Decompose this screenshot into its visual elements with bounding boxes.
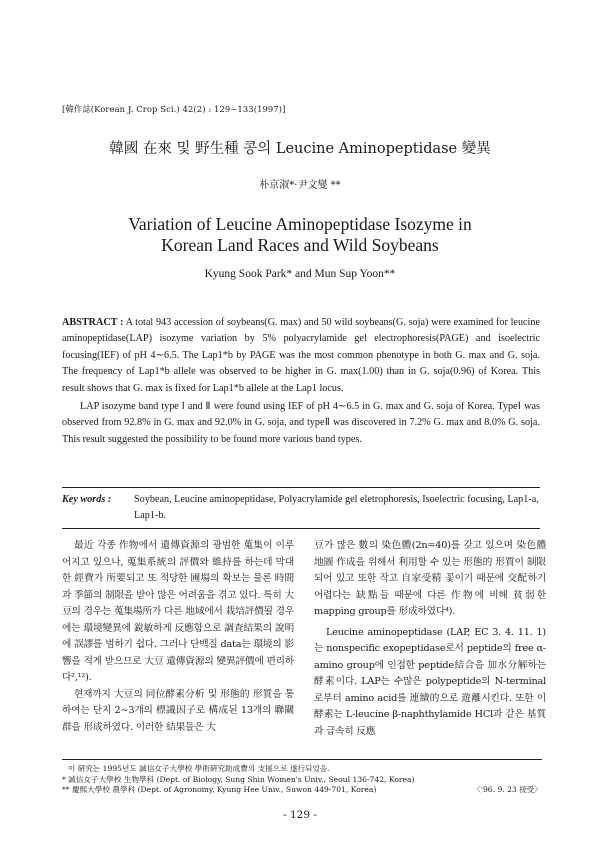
page-number: - 129 - — [283, 809, 317, 821]
journal-reference: [韓作誌(Korean J. Crop Sci.) 42(2) : 129∼133(1997)] — [62, 104, 286, 114]
footnotes — [62, 764, 542, 796]
keywords-top-rule — [62, 487, 540, 488]
keywords — [62, 492, 540, 524]
footnote-affiliation-1: * 誠信女子大學校 生物學科 (Dept. of Biology, Sung Shin Women's Univ., Seoul 136-742, Korea) — [62, 774, 415, 784]
footnote-funding: 이 硏究는 1995년도 誠信女子大學校 學術硏究助成費의 支援으로 遂行되었음. — [68, 764, 330, 773]
english-title-line1: Variation of Leucine Aminopeptidase Isozyme in — [128, 214, 472, 234]
body-right-paragraph-2: Leucine aminopeptidase (LAP, EC 3. 4. 11. 1)는 nonspecific exopeptidase로서 peptide의 free α-amino group에 인접한 peptide結合을 加水分解하는 酵素이다. LAP는 수많은 polypeptide의 N-terminal로부터 amino acid를 連續的으로 遊離시킨다. 또한 이 酵素는 L-leucine β-naphthylamide HCl과 같은 基質과 급속히 反應 — [314, 626, 546, 737]
body-right-paragraph-1: 豆가 많은 數의 染色體(2n=40)를 갖고 있으며 染色體地圖 作成을 위해서 利用할 수 있는 形態的 形質이 制限되어 있고 또한 작고 自家受精 꽃이기 때문에 交配하기 어렵다는 缺點들 때문에 다른 作物에 비해 貧弱한 mapping group를 形成하였다⁴). — [314, 540, 546, 617]
body-left-paragraph-2: 현재까지 大豆의 同位酵素分析 및 形態的 形質을 통하여는 단지 2∼3개의 標識因子로 構成된 13개의 聯關群을 形成하였다. 이러한 結果들은 大 — [62, 688, 294, 733]
abstract-paragraph-2: LAP isozyme band type Ⅰ and Ⅱ were found using IEF of pH 4∼6.5 in G. max and G. soja of Korea. TypeⅠ was observed from 92.8% in G. max and 92.0% in G. soja, and typeⅡ was discovered in 7.2% G. max and 8.0% G. soja. This result suggested the possibility to be found more various band types. — [62, 401, 540, 445]
korean-title: 韓國 在來 및 野生種 콩의 Leucine Aminopeptidase 變異 — [109, 141, 491, 157]
korean-authors: 朴京淑*·尹文燮 ** — [259, 180, 341, 191]
footnote-affiliation-2-text: ** 慶熙大學校 農學科 (Dept. of Agronomy, Kyung Hee Univ., Suwon 449-701, Korea) — [62, 785, 377, 794]
body-left-paragraph-1: 最近 각종 作物에서 遺傳資源의 광범한 蒐集이 이루어지고 있으나, 蒐集系統의 評價와 維持를 하는데 막대한 經費가 所要되고 또 적당한 圃場의 확보는 물론 時間과 季節의 制限을 받아 많은 어려움을 겪고 있다. 특히 大豆의 경우는 蒐集場所가 다른 地域에서 栽培評價될 경우에는 環境變異에 銳敏하게 反應함으로 調査結果의 說明에 誤謬를 범하기 쉽다. 그러나 단백질 data는 環境의 影響을 적게 받으므로 大豆 遺傳資源의 變異評價에 편리하다²,¹²). — [62, 540, 294, 683]
body-left-column — [62, 538, 294, 736]
received-date: 〈'96. 9. 23 接受〉 — [473, 785, 542, 794]
abstract-paragraph-1 — [62, 315, 540, 397]
english-title-line2: Korean Land Races and Wild Soybeans — [161, 235, 439, 255]
footnote-rule — [62, 759, 542, 760]
abstract-text-1: A total 943 accession of soybeans(G. max) and 50 wild soybeans(G. soja) were examined for leucine aminopeptidase(LAP) isozyme variation by 5% polyacrylamide gel electrophoresis(PAGE) and isoelectric focusing(IEF) of pH 4∼6.5. The Lap1*b by PAGE was the most common phenotype in both G. max and G. soja. The frequency of Lap1*b allele was observed to be higher in G. max(1.00) than in G. soja(0.96) of Korea. This result shows that G. max is fixed for Lap1*b allele at the Lap1 locus. — [62, 317, 541, 394]
abstract-label: ABSTRACT : — [62, 317, 124, 328]
body-right-column — [314, 538, 546, 740]
english-title — [0, 214, 600, 256]
keywords-text: Soybean, Leucine aminopeptidase, Polyacrylamide gel eletrophoresis, Isoelectric focusing, Lap1-a, Lap1-b. — [134, 494, 539, 521]
abstract — [62, 315, 540, 448]
footnote-affiliation-2 — [62, 785, 542, 796]
english-authors: Kyung Sook Park* and Mun Sup Yoon** — [204, 268, 396, 280]
keywords-label: Key words : — [62, 494, 112, 505]
keywords-bottom-rule — [62, 528, 540, 529]
